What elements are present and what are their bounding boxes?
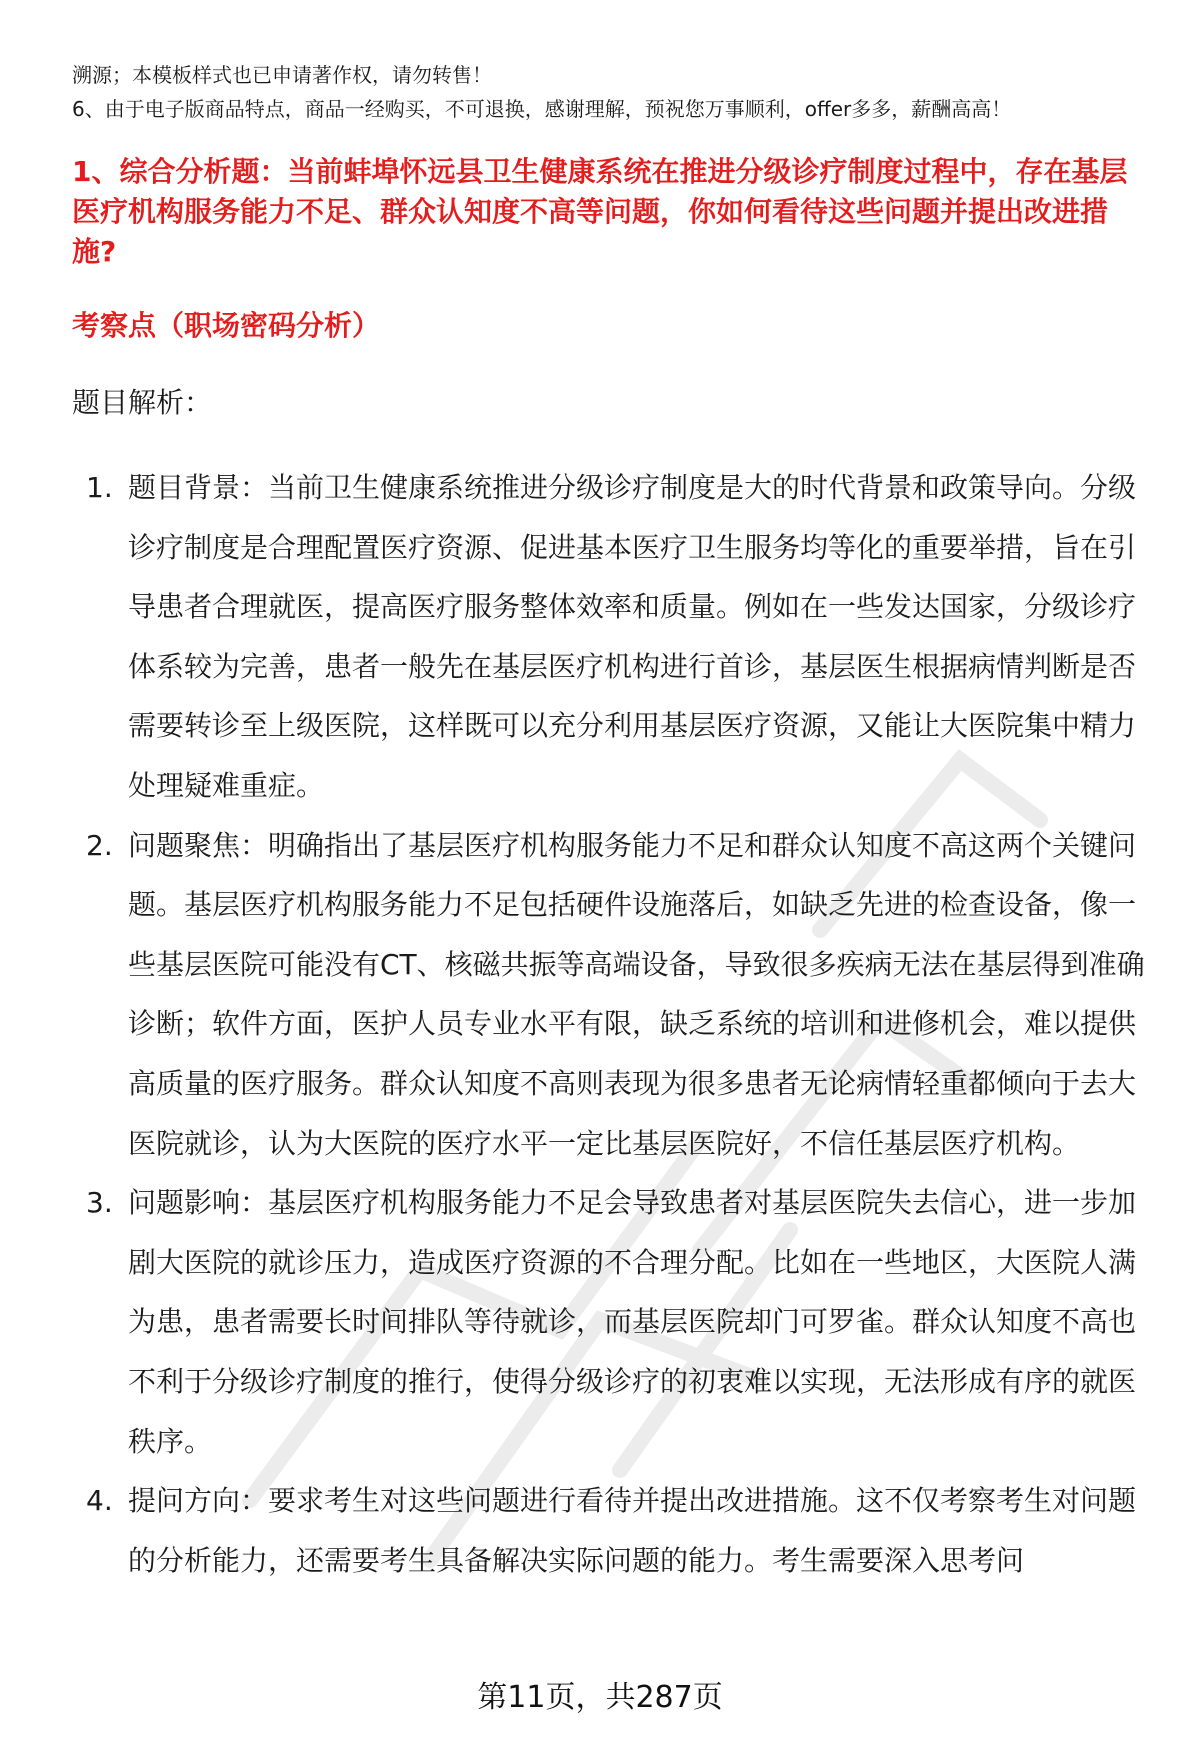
page-number: 第11页，共287页 (477, 1680, 723, 1715)
item-number: 1. (86, 471, 113, 504)
intro-notes (72, 58, 1152, 126)
list-item (72, 816, 1160, 1174)
intro-line-1: 溯源；本模板样式也已申请著作权，请勿转售！ (72, 63, 492, 87)
item-text: 问题影响：基层医疗机构服务能力不足会导致患者对基层医院失去信心，进一步加剧大医院的就诊压力，造成医疗资源的不合理分配。比如在一些地区，大医院人满为患，患者需要长时间排队等待就诊，而基层医院却门可罗雀。群众认知度不高也不利于分级诊疗制度的推行，使得分级诊疗的初衷难以实现，无法形成有序的就医秩序。 (128, 1186, 1137, 1458)
section-title: 考察点（职场密码分析） (72, 309, 381, 342)
item-text: 题目背景：当前卫生健康系统推进分级诊疗制度是大的时代背景和政策导向。分级诊疗制度是合理配置医疗资源、促进基本医疗卫生服务均等化的重要举措，旨在引导患者合理就医，提高医疗服务整体效率和质量。例如在一些发达国家，分级诊疗体系较为完善，患者一般先在基层医疗机构进行首诊，基层医生根据病情判断是否需要转诊至上级医院，这样既可以充分利用基层医疗资源，又能让大医院集中精力处理疑难重症。 (128, 471, 1137, 802)
item-number: 3. (86, 1186, 113, 1220)
analysis-list (72, 458, 1160, 1590)
item-number: 2. (86, 828, 113, 862)
list-item (72, 1173, 1160, 1471)
item-number: 4. (86, 1484, 113, 1518)
list-item (72, 1471, 1160, 1590)
item-text: 问题聚焦：明确指出了基层医疗机构服务能力不足和群众认知度不高这两个关键问题。基层医疗机构服务能力不足包括硬件设施落后，如缺乏先进的检查设备，像一些基层医院可能没有CT、核磁共振等高端设备，导致很多疾病无法在基层得到准确诊断；软件方面，医护人员专业水平有限，缺乏系统的培训和进修机会，难以提供高质量的医疗服务。群众认知度不高则表现为很多患者无论病情轻重都倾向于去大医院就诊，认为大医院的医疗水平一定比基层医院好，不信任基层医疗机构。 (128, 828, 1145, 1160)
intro-line-2: 6、由于电子版商品特点，商品一经购买，不可退换，感谢理解，预祝您万事顺利，offer多多，薪酬高高！ (72, 97, 1012, 121)
analysis-label: 题目解析： (72, 386, 213, 419)
list-item (72, 458, 1160, 816)
item-text: 提问方向：要求考生对这些问题进行看待并提出改进措施。这不仅考察考生对问题的分析能力，还需要考生具备解决实际问题的能力。考生需要深入思考问 (128, 1484, 1137, 1577)
question-heading: 1、综合分析题：当前蚌埠怀远县卫生健康系统在推进分级诊疗制度过程中，存在基层医疗机构服务能力不足、群众认知度不高等问题，你如何看待这些问题并提出改进措施? (72, 155, 1128, 268)
